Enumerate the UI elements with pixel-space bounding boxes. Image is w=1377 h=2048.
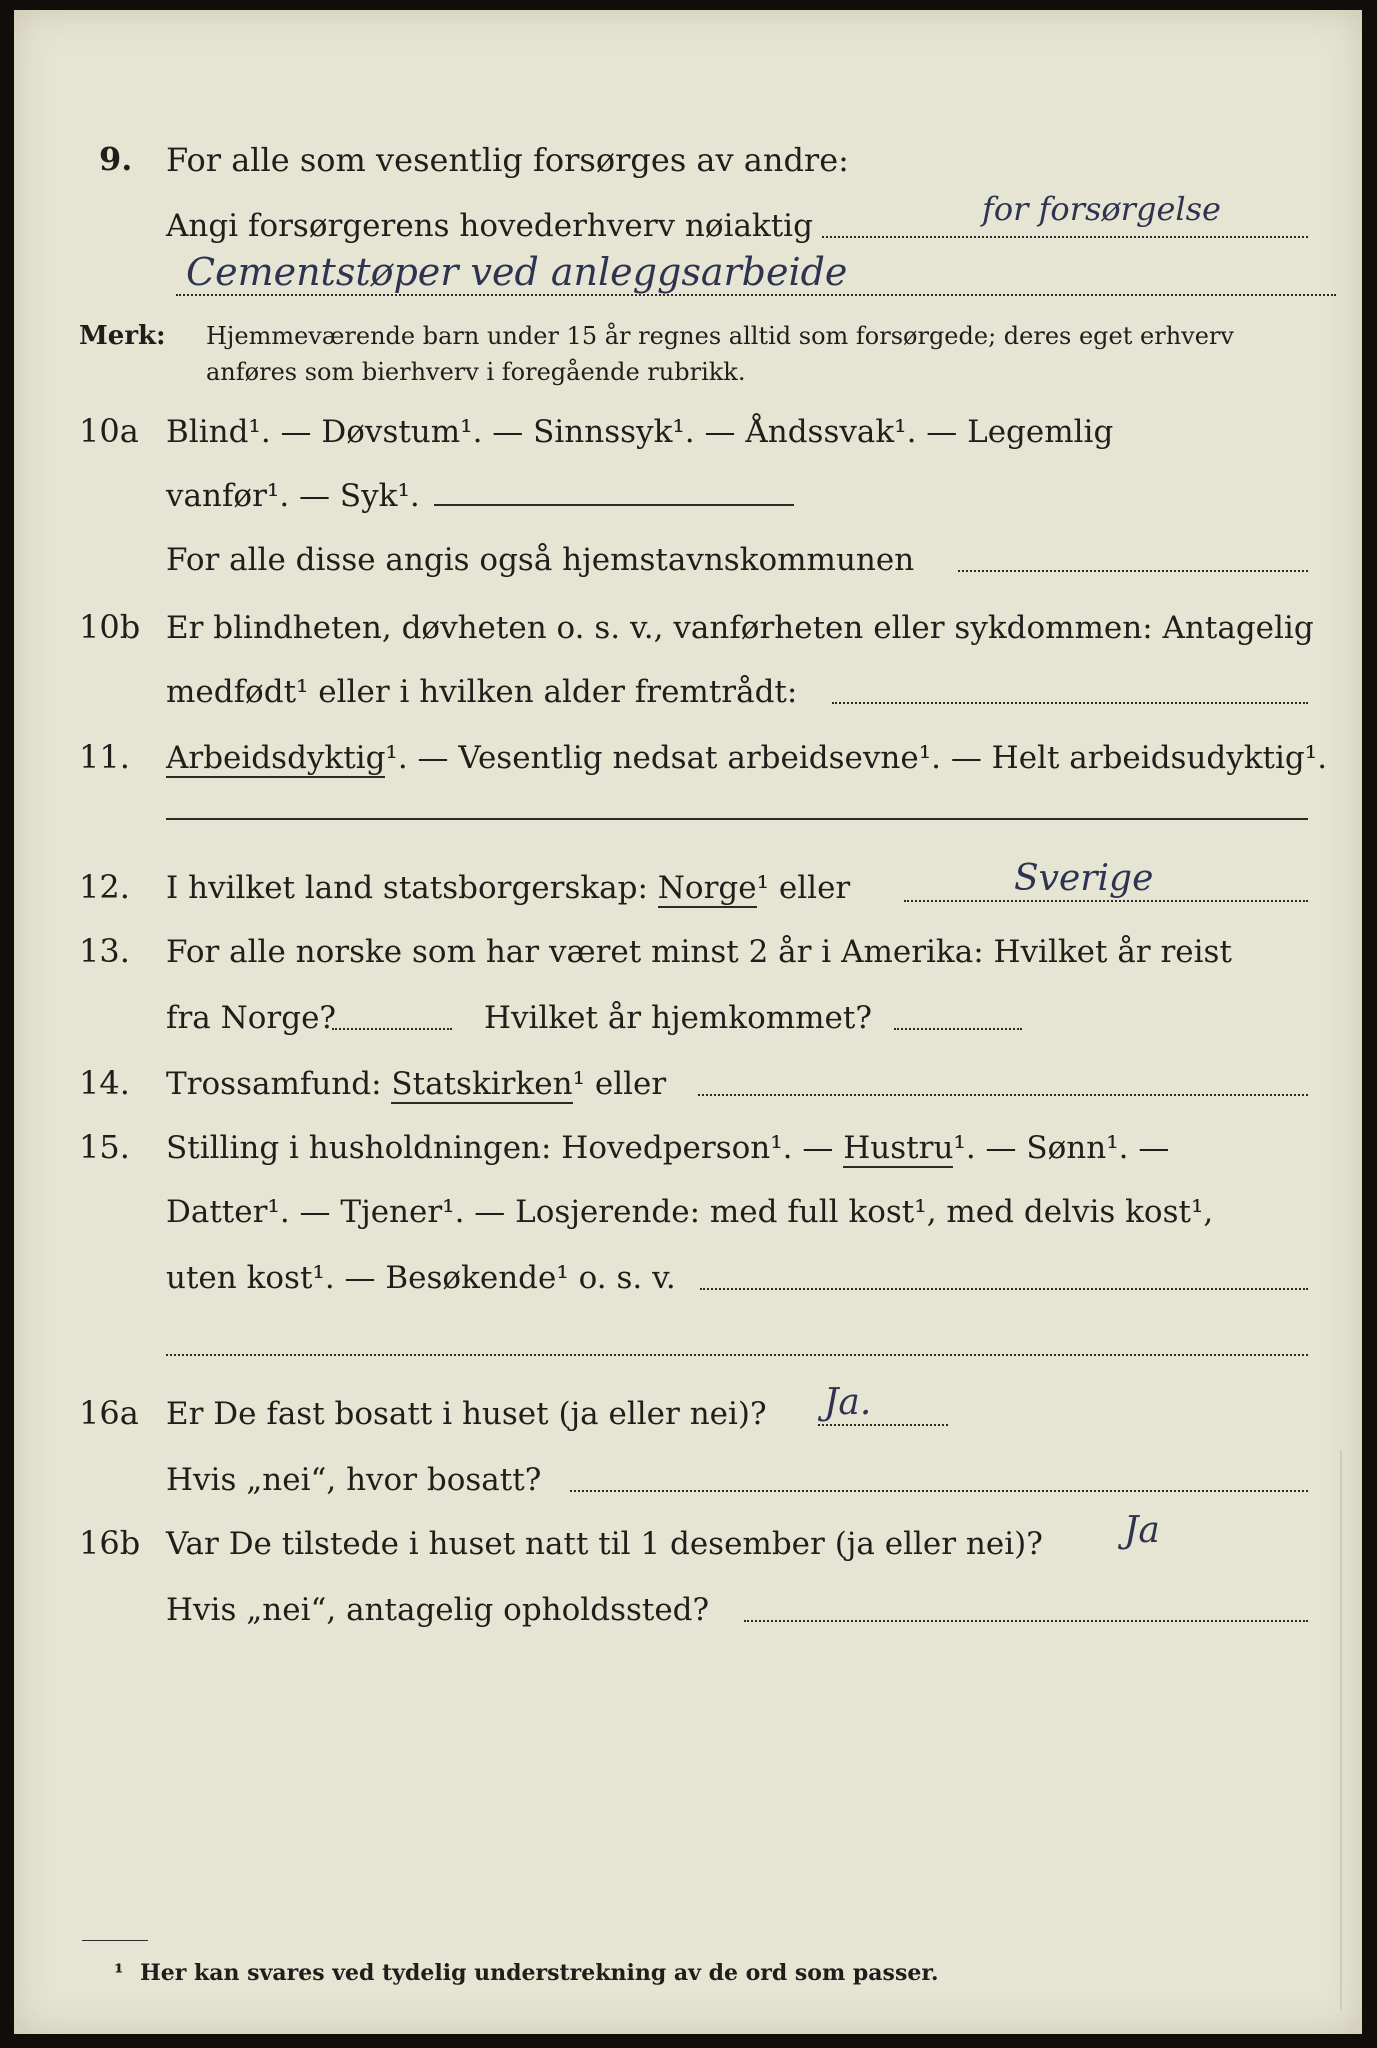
q13-line1: For alle norske som har været minst 2 år i Amerika: Hvilket år reist <box>166 934 1232 970</box>
q13-line2b: Hvilket år hjemkommet? <box>484 1000 872 1036</box>
census-form-page <box>14 10 1362 2034</box>
q12-pre: I hvilket land statsborgerskap: <box>166 870 648 906</box>
q15-hustru-underlined: Hustru <box>843 1130 954 1166</box>
q13-hjemkommet-line <box>894 1028 1022 1030</box>
q11-line <box>166 738 1327 778</box>
q13-reist-line <box>332 1028 452 1030</box>
q12-handwritten-answer: Sverige <box>1014 858 1154 899</box>
q10a-kommune-line <box>958 570 1308 572</box>
q11-arbeidsdyktig-underlined: Arbeidsdyktig <box>166 740 386 776</box>
q9-answer-line <box>822 236 1308 238</box>
q10a-line3: For alle disse angis også hjemstavnskommunen <box>166 542 915 578</box>
q10b-alder-line <box>832 702 1308 704</box>
q16a-handwritten-answer: Ja. <box>824 1382 872 1423</box>
q10b-number: 10b <box>79 608 141 646</box>
q13-number: 13. <box>79 932 130 970</box>
q15-line2: Datter¹. — Tjener¹. — Losjerende: med full kost¹, med delvis kost¹, <box>166 1194 1214 1230</box>
q9-answer-line2 <box>176 294 1336 296</box>
q16a-bosatt-line <box>570 1490 1308 1492</box>
q9-line2: Angi forsørgerens hovederhverv nøiaktig <box>166 208 813 244</box>
q16a-answer-line <box>818 1424 948 1426</box>
q15-post: ¹. — Sønn¹. — <box>953 1130 1170 1166</box>
q16b-line2: Hvis „nei“, antagelig opholdssted? <box>166 1592 710 1628</box>
q10a-number: 10a <box>79 412 139 450</box>
q9-number: 9. <box>99 140 133 178</box>
q16b-number: 16b <box>79 1524 141 1562</box>
q10b-line2: medfødt¹ eller i hvilken alder fremtrådt: <box>166 674 798 710</box>
q10a-line2: vanfør¹. — Syk¹. <box>166 478 420 514</box>
q12-post: ¹ eller <box>756 870 851 906</box>
q10b-line1: Er blindheten, døvheten o. s. v., vanførheten eller sykdommen: Antagelig <box>166 610 1314 646</box>
q14-number: 14. <box>79 1064 130 1102</box>
q14-statskirken-underlined: Statskirken <box>391 1066 573 1102</box>
q16a-number: 16a <box>79 1394 139 1432</box>
q14-pre: Trossamfund: <box>166 1066 382 1102</box>
q10a-line1: Blind¹. — Døvstum¹. — Sinnssyk¹. — Åndssvak¹. — Legemlig <box>166 414 1114 450</box>
q14-answer-line <box>698 1094 1308 1096</box>
footnote-mark: ¹ <box>114 1960 124 1986</box>
q10a-syk-line <box>434 504 794 506</box>
q16b-line1: Var De tilstede i huset natt til 1 desember (ja eller nei)? <box>166 1526 1043 1562</box>
q15-answer-line2 <box>166 1354 1308 1356</box>
q16b-opholdssted-line <box>744 1620 1308 1622</box>
q15-number: 15. <box>79 1128 130 1166</box>
q9-handwritten-answer1: for forsørgelse <box>982 190 1221 228</box>
q15-pre: Stilling i husholdningen: Hovedperson¹. — <box>166 1130 834 1166</box>
q15-line1 <box>166 1128 1169 1168</box>
q11-number: 11. <box>79 738 130 776</box>
q12-answer-line <box>904 900 1308 902</box>
q11-rest: ¹. — Vesentlig nedsat arbeidsevne¹. — Helt arbeidsudyktig¹. <box>385 740 1328 776</box>
q12-line <box>166 868 850 908</box>
q12-norge-underlined: Norge <box>657 870 757 906</box>
q9-handwritten-answer2: Cementstøper ved anleggsarbeide <box>186 250 848 294</box>
q14-post: ¹ eller <box>572 1066 667 1102</box>
footnote-rule <box>82 1940 148 1941</box>
q16b-handwritten-answer: Ja <box>1124 1510 1160 1551</box>
q9-line1: For alle som vesentlig forsørges av andre: <box>166 141 849 179</box>
q12-number: 12. <box>79 868 130 906</box>
merk-label: Merk: <box>79 321 166 351</box>
q16a-line1: Er De fast bosatt i huset (ja eller nei)? <box>166 1396 767 1432</box>
q15-line3: uten kost¹. — Besøkende¹ o. s. v. <box>166 1260 676 1296</box>
page-fold <box>1340 1450 1342 2010</box>
q16a-line2: Hvis „nei“, hvor bosatt? <box>166 1462 542 1498</box>
merk-line1: Hjemmeværende barn under 15 år regnes alltid som forsørgede; deres eget erhverv <box>206 322 1234 350</box>
q11-answer-line <box>166 818 1308 820</box>
merk-line2: anføres som bierhverv i foregående rubrikk. <box>206 358 746 386</box>
footnote-text: Her kan svares ved tydelig understrekning av de ord som passer. <box>140 1960 939 1986</box>
q15-answer-line <box>700 1288 1308 1290</box>
q14-line <box>166 1064 666 1104</box>
q13-line2a: fra Norge? <box>166 1000 337 1036</box>
